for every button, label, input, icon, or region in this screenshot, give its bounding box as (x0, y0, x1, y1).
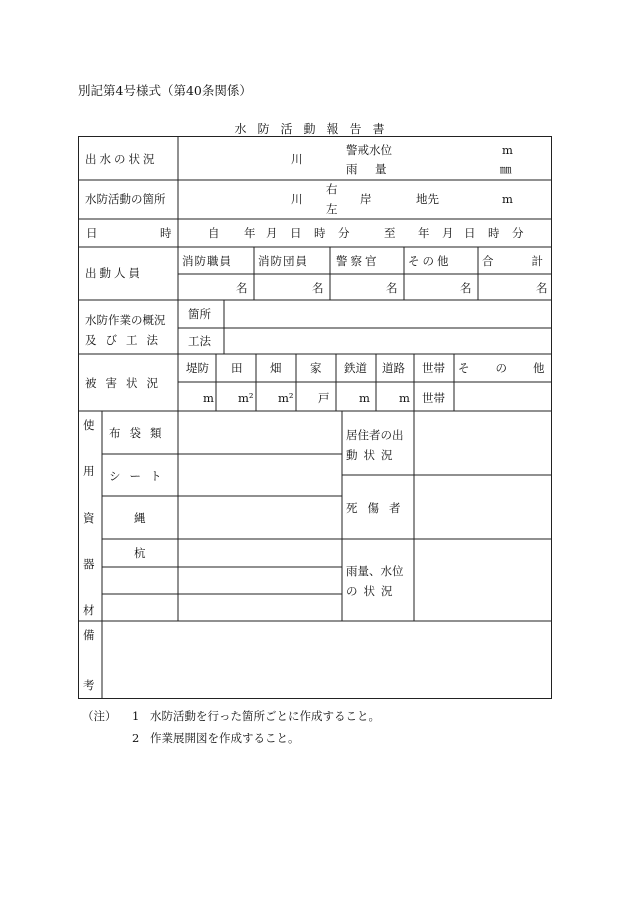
personnel-label: 出動人員 (85, 266, 143, 280)
damage-col-railway: 鉄道 (344, 361, 367, 375)
damage-col-house: 家 (310, 361, 322, 375)
damage-col-other: その他 (458, 361, 571, 375)
warning-level-label: 警戒水位 (346, 143, 392, 157)
residents-label-1: 居住者の出 (346, 428, 404, 442)
right-bank-label: 右 (326, 182, 338, 196)
materials-label-4: 器 (83, 557, 95, 571)
remarks-label-2: 考 (83, 678, 95, 692)
materials-label-1: 使 (83, 418, 95, 432)
damage-unit-household: 世帯 (422, 391, 445, 405)
material-rope: 縄 (134, 511, 146, 525)
damage-col-levee: 堤防 (186, 361, 209, 375)
note-text-1: 水防活動を行った箇所ごとに作成すること。 (150, 709, 380, 723)
materials-label-5: 材 (83, 603, 95, 617)
rain-water-label-1: 雨量、水位 (346, 564, 404, 578)
datetime-label-time: 時 (160, 226, 172, 240)
damage-col-household: 世帯 (422, 361, 445, 375)
flood-status-label: 出水の状況 (85, 152, 158, 166)
to-year: 年 (418, 226, 430, 240)
from-year: 年 (244, 226, 256, 240)
warning-level-unit: m (502, 143, 513, 157)
from-minute: 分 (338, 226, 350, 240)
flood-river-suffix: 川 (291, 152, 303, 166)
from-hour: 時 (314, 226, 326, 240)
remarks-label-1: 備 (83, 628, 95, 642)
to-month: 月 (442, 226, 454, 240)
rainfall-unit: ㎜ (500, 162, 512, 176)
to-hour: 時 (488, 226, 500, 240)
to-minute: 分 (512, 226, 524, 240)
work-summary-label-1: 水防作業の概況 (85, 313, 166, 327)
to-label: 至 (384, 226, 396, 240)
damage-unit-levee: m (203, 391, 214, 405)
damage-col-paddy: 田 (231, 361, 243, 375)
residents-label-2: 動状況 (346, 448, 399, 462)
personnel-col-fire-staff: 消防職員 (182, 254, 232, 268)
personnel-unit-3: 名 (386, 281, 398, 295)
form-title: 水防活動報告書 (234, 122, 396, 136)
rain-water-label-2: の状況 (346, 584, 399, 598)
work-location-label: 箇所 (188, 307, 211, 321)
damage-col-field: 畑 (270, 361, 282, 375)
note-text-2: 作業展開図を作成すること。 (150, 731, 300, 745)
damage-label: 被害状況 (85, 376, 167, 390)
personnel-unit-5: 名 (536, 281, 548, 295)
from-day: 日 (290, 226, 302, 240)
from-label: 自 (208, 226, 220, 240)
activity-location-label: 水防活動の箇所 (85, 192, 166, 206)
damage-unit-railway: m (359, 391, 370, 405)
personnel-unit-2: 名 (312, 281, 324, 295)
material-sandbags: 布袋類 (109, 426, 171, 440)
personnel-unit-1: 名 (236, 281, 248, 295)
materials-label-2: 用 (83, 464, 95, 478)
rainfall-label: 雨 量 (346, 162, 390, 176)
note-line-2 (82, 727, 380, 749)
form-number-header: 別記第4号様式（第40条関係） (78, 83, 252, 98)
left-bank-label: 左 (326, 202, 338, 216)
work-summary-label-2: 及び工法 (85, 333, 167, 347)
notes-prefix: （注） (82, 709, 117, 723)
damage-unit-paddy: m² (238, 391, 254, 405)
note-number-2: 2 (132, 731, 140, 745)
to-day: 日 (464, 226, 476, 240)
damage-unit-field: m² (278, 391, 294, 405)
report-table (78, 136, 581, 699)
note-number-1: 1 (132, 709, 140, 723)
site-label: 地先 (416, 192, 439, 206)
distance-unit: m (502, 192, 513, 206)
bank-label: 岸 (360, 192, 372, 206)
table-grid (78, 136, 552, 699)
personnel-col-total: 合計 (482, 254, 581, 268)
notes-section (82, 705, 380, 749)
personnel-unit-4: 名 (460, 281, 472, 295)
material-sheet: シート (109, 469, 171, 483)
note-line-1 (82, 705, 380, 727)
damage-col-road: 道路 (382, 361, 405, 375)
personnel-col-police: 警察官 (336, 254, 380, 268)
personnel-col-other: その他 (408, 254, 452, 268)
casualties-label: 死傷者 (346, 501, 411, 515)
damage-unit-house: 戸 (318, 391, 330, 405)
from-month: 月 (266, 226, 278, 240)
materials-label-3: 資 (83, 511, 95, 525)
material-stake: 杭 (134, 546, 146, 560)
datetime-label-day: 日 (86, 226, 98, 240)
damage-unit-road: m (399, 391, 410, 405)
work-method-label: 工法 (188, 334, 211, 348)
personnel-col-fire-corps: 消防団員 (258, 254, 308, 268)
location-river-suffix: 川 (291, 192, 303, 206)
